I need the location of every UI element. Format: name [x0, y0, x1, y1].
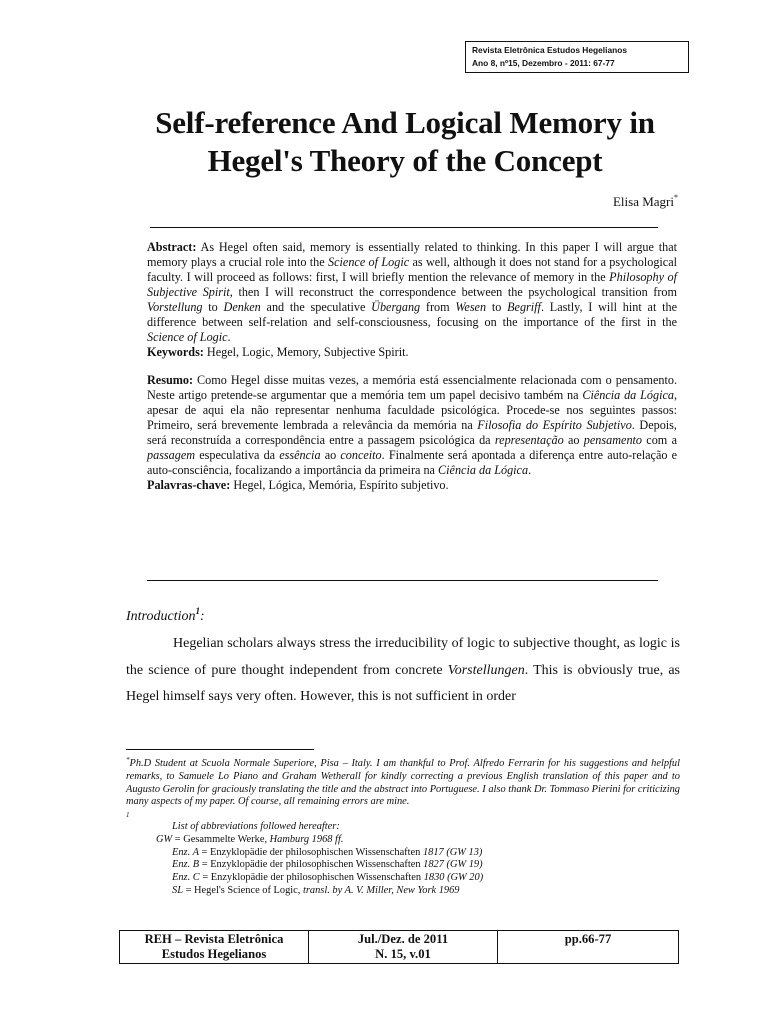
abstract-emph: Übergang	[371, 300, 421, 314]
keywords-text: Hegel, Logic, Memory, Subjective Spirit.	[203, 345, 409, 359]
author-name: Elisa Magri	[612, 194, 674, 209]
footnote-author-text: Ph.D Student at Scuola Normale Superiore, Pisa – Italy. I am thankful to Prof. Alfredo Ferrarin for his suggestions and helpful remarks, to Samuele Lo Piano and Graham Wetherall for kindly correcting a previous English translation of this paper and to Augusto Gerolin for graciously translating the title and the abstract into Portuguese. I also thank Dr. Tommaso Pierini for criticizing many aspects of my paper. Of course, all remaining errors are mine.	[126, 758, 680, 808]
footnote-separator	[126, 749, 314, 750]
abstract-text: . Lastly, I will hint at the difference between self-relation and self-consciousness, focusing on the importance of the first in the	[147, 300, 677, 329]
abstract-label: Abstract:	[147, 240, 197, 254]
resumo-emph: conceito	[340, 448, 382, 462]
abstract-section	[147, 240, 677, 493]
resumo-emph: Ciência da Lógica	[582, 388, 674, 402]
footer-issue-cell	[309, 931, 498, 964]
footer-journal-cell	[120, 931, 309, 964]
resumo-text: , apesar de aqui ela não representar nenhuma faculdade psicológica. Procede-se nos seguintes passos: Primeiro, será brevemente lembrada a relevância da memória na	[147, 388, 677, 432]
abstract-text: As Hegel often said, memory is essentially related to thinking. In this paper I will argue that memory plays a crucial role into the	[147, 240, 677, 269]
paper-title	[110, 104, 700, 180]
resumo-emph: essência	[279, 448, 321, 462]
introduction-colon: :	[199, 609, 205, 624]
abstract-text: as well, although it does not stand for a psychological faculty. I will proceed as follows: first, I will briefly mention the relevance of memory in the	[147, 255, 678, 284]
footnote-1-mark: 1	[126, 811, 130, 820]
abstract-text: to	[486, 300, 508, 314]
resumo-emph: Filosofia do Espírito Subjetivo	[477, 418, 632, 432]
abbr-year: 1827 (GW 19)	[423, 859, 483, 871]
footer-pages: pp.66-77	[564, 932, 612, 946]
journal-issue: Ano 8, nº15, Dezembro - 2011: 67-77	[472, 58, 615, 68]
abstract-emph: Begriff	[507, 300, 541, 314]
abbr-eq: =	[172, 833, 184, 845]
body-paragraph	[126, 631, 680, 711]
resumo-emph: representação	[494, 433, 564, 447]
abstract-emph: Philosophy of Subjective Spirit	[147, 270, 677, 299]
abstract-text: and the speculative	[260, 300, 372, 314]
abbr-year: 1817 (GW 13)	[422, 846, 483, 858]
abbr-eq: =	[198, 846, 211, 858]
body-emph: Vorstellungen	[447, 662, 525, 678]
resumo-text: especulativa da	[195, 448, 280, 462]
footnote-1-intro: List of abbreviations followed hereafter:	[172, 820, 340, 832]
resumo-label: Resumo:	[147, 373, 194, 387]
abbr-enz-c	[126, 872, 680, 885]
abstract-emph: Science of Logic	[147, 330, 228, 344]
footnote-author-mark: *	[126, 756, 130, 764]
author-footnote-mark[interactable]: *	[674, 193, 678, 202]
abbr-title: Gesammelte Werke	[183, 833, 265, 845]
abstract-text: from	[420, 300, 456, 314]
abbr-eq: =	[182, 884, 195, 896]
introduction-footnote-mark[interactable]: 1	[195, 606, 200, 616]
palavras-chave-text: Hegel, Lógica, Memória, Espírito subjetivo.	[230, 478, 449, 492]
introduction-heading	[126, 606, 205, 625]
footer-pages-cell	[498, 931, 679, 964]
paper-title-line-1: Self-reference And Logical Memory in	[155, 105, 655, 140]
abbr-title: Enzyklopädie der philosophischen Wissenschaften	[210, 859, 424, 871]
journal-name: Revista Eletrônica Estudos Hegelianos	[472, 45, 627, 55]
paper-title-line-2: Hegel's Theory of the Concept	[207, 143, 603, 178]
abbr-key: GW	[156, 833, 173, 845]
palavras-chave-label: Palavras-chave:	[147, 478, 231, 492]
abbr-place: , Hamburg 1968 ff.	[264, 833, 344, 845]
resumo-text: Como Hegel disse muitas vezes, a memória está essencialmente relacionada com o pensamento. Neste artigo pretende-se argumentar que a memória tem um papel decisivo também na	[147, 373, 677, 402]
abbr-key: Enz. C	[172, 872, 200, 884]
abbr-title: Hegel's Science of Logic	[194, 884, 298, 896]
footer-issue-line-1: Jul./Dez. de 2011	[357, 932, 449, 946]
abstract-paragraph	[147, 240, 677, 345]
resumo-emph: passagem	[147, 448, 196, 462]
abbr-year: 1830 (GW 20)	[423, 872, 484, 884]
abstract-emph: Vorstellung	[147, 300, 203, 314]
body-text-run: Hegelian scholars always stress the irreducibility of logic to subjective thought, as logic is the science of pure thought independent from concrete	[126, 636, 680, 678]
body-text-run: . This is obviously true, as Hegel himself says very often. However, this is not sufficient in order	[126, 662, 681, 704]
bottom-divider	[147, 580, 658, 581]
abstract-emph: Science of Logic	[328, 255, 410, 269]
abstract-text: , then I will reconstruct the correspondence between the psychological transition from	[229, 285, 677, 299]
abbr-enz-a	[126, 847, 680, 860]
abbr-key: SL	[172, 884, 183, 896]
keywords-label: Keywords:	[147, 345, 204, 359]
abbr-enz-b	[126, 859, 680, 872]
abbr-year: , transl. by A. V. Miller, New York 1969	[297, 884, 460, 896]
abbr-title: Enzyklopädie der philosophischen Wissenschaften	[210, 872, 424, 884]
abbr-gw	[126, 834, 680, 847]
top-divider	[150, 227, 658, 228]
abbr-eq: =	[199, 859, 211, 871]
abbr-sl	[126, 885, 680, 898]
abstract-text: to	[202, 300, 224, 314]
footnote-author	[126, 754, 680, 809]
footer-journal-line-2: Estudos Hegelianos	[161, 947, 267, 961]
resumo-text: . Depois, será reconstruída a correspondência entre a passagem psicológica da	[147, 418, 677, 447]
resumo-paragraph	[147, 373, 677, 478]
footer-journal-line-1: REH – Revista Eletrônica	[144, 932, 284, 946]
keywords-line	[147, 345, 677, 360]
abbr-title: Enzyklopädie der philosophischen Wissenschaften	[210, 846, 423, 858]
abstract-text: .	[227, 330, 231, 344]
body-text	[126, 631, 680, 711]
footnotes	[126, 754, 680, 898]
author	[613, 193, 678, 210]
resumo-text: ao	[320, 448, 341, 462]
abbr-key: Enz. A	[172, 846, 199, 858]
page-footer	[119, 930, 679, 964]
abstract-emph: Wesen	[455, 300, 487, 314]
resumo-emph: pensamento	[583, 433, 643, 447]
footer-issue-line-2: N. 15, v.01	[375, 947, 431, 961]
palavras-chave-line	[147, 478, 677, 493]
resumo-text: com a	[642, 433, 677, 447]
abbr-eq: =	[199, 872, 211, 884]
resumo-text: . Finalmente será apontada a diferença entre auto-relação e auto-consciência, focalizando a importância da primeira na	[147, 448, 677, 477]
abbr-key: Enz. B	[172, 859, 200, 871]
resumo-text: ao	[563, 433, 584, 447]
resumo-emph: Ciência da Lógica	[438, 463, 529, 477]
abstract-emph: Denken	[223, 300, 261, 314]
introduction-heading-text: Introduction	[126, 609, 196, 624]
journal-info-box	[465, 41, 689, 73]
resumo-text: .	[528, 463, 532, 477]
